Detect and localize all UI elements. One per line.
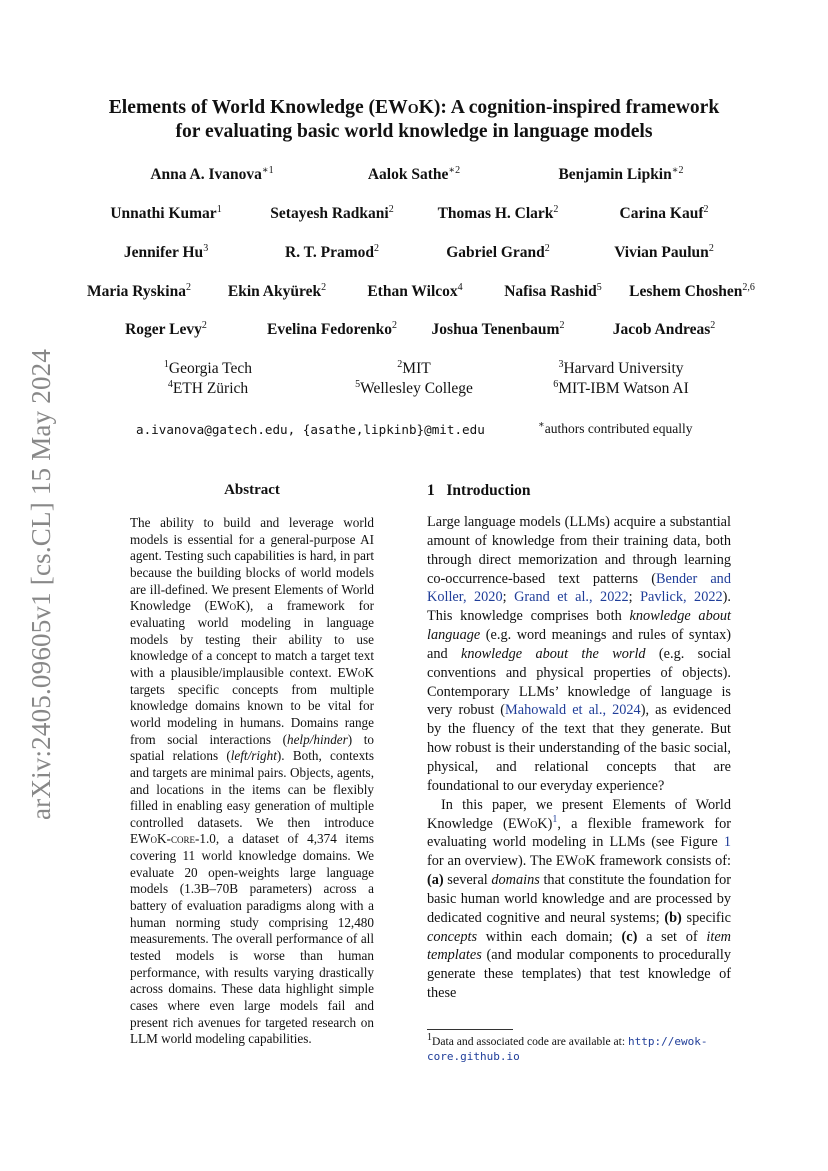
author: Roger Levy$^2$ bbox=[125, 319, 207, 338]
author: Leshem Choshen$^{2,6}$ bbox=[629, 281, 755, 300]
author: Nafisa Rashid$^5$ bbox=[504, 281, 602, 300]
affiliation: $^3$Harvard University bbox=[558, 358, 684, 377]
paper-title: Elements of World Knowledge (EWoK): A cognition-inspired framework for evaluating basic world knowledge in language models bbox=[108, 97, 720, 142]
affiliation: $^4$ETH Zürich bbox=[167, 378, 249, 397]
affiliation: $^1$Georgia Tech bbox=[163, 358, 253, 377]
abstract-body: The ability to build and leverage world models is essential for a general-purpose AI agent. Testing such capabilities is hard, in part because the building blocks of world models are ill-defined. We present Elements of World Knowledge (EWoK), a framework for evaluating world modeling in language models by testing their ability to use knowledge of a concept to match a target text with a plausible/implausible context. EWoK targets specific concepts from multiple knowledge domains known to be vital for world modeling in humans. Domains range from social interactions (help/hinder) to spatial relations (left/right). Both, contexts and targets are minimal pairs. Objects, agents, and locations in the items can be flexibly filled in enabling easy generation of multiple controlled datasets. We then introduce EWoK-core-1.0, a dataset of 4,374 items covering 11 world knowledge domains. We evaluate 20 open-weights large language models (1.3B–70B parameters) across a battery of evaluation paradigms along with a human norming study comprising 12,480 measurements. The overall performance of all tested models is worse than human performance, with results varying drastically across domains. These data highlight simple cases where even large models fail and present rich avenues for targeted research on LLM world modeling capabilities. bbox=[130, 515, 375, 1047]
footnote-url-link[interactable]: http://ewok-core.github.io bbox=[427, 1035, 708, 1063]
abstract-heading: Abstract bbox=[224, 482, 280, 498]
author: Unnathi Kumar$^1$ bbox=[110, 203, 222, 222]
affiliation: $^2$MIT bbox=[397, 358, 431, 377]
footnote: $^1$Data and associated code are available at: http://ewok-core.github.io bbox=[427, 1032, 708, 1063]
author: Ethan Wilcox$^4$ bbox=[367, 281, 463, 300]
paragraph: Large language models (LLMs) acquire a substantial amount of knowledge from their training data, both through direct memorization and through learning co-occurrence-based text patterns (Bender and Koller, 2020; Grand et al., 2022; Pavlick, 2022). This knowledge comprises both knowledge about language (e.g. word meanings and rules of syntax) and knowledge about the world (e.g. social conventions and physical properties of objects). Contemporary LLMs’ knowledge of language is very robust (Mahowald et al., 2024), as evidenced by the fluency of the text that they generate. But how robust is their understanding of the basic social, physical, and relational concepts that are foundational to our everyday experience? bbox=[427, 514, 732, 794]
author: Setayesh Radkani$^2$ bbox=[270, 203, 394, 222]
affiliation: $^6$MIT-IBM Watson AI bbox=[553, 378, 689, 397]
author: Anna A. Ivanova$^{∗1}$ bbox=[150, 164, 274, 183]
author-row-5 bbox=[0, 321, 828, 343]
author-row-3 bbox=[0, 244, 828, 266]
affiliation: $^5$Wellesley College bbox=[355, 378, 473, 397]
author: Ekin Akyürek$^2$ bbox=[227, 281, 327, 300]
author: R. T. Pramod$^2$ bbox=[285, 242, 379, 261]
citation-link[interactable]: Pavlick, 2022 bbox=[640, 589, 723, 606]
author-row-2 bbox=[0, 205, 828, 227]
equal-contribution-note: ∗authors contributed equally bbox=[538, 419, 693, 436]
contact-emails: a.ivanova@gatech.edu, {asathe,lipkinb}@mit.edu bbox=[136, 422, 485, 437]
author: Carina Kauf$^2$ bbox=[619, 203, 709, 222]
author: Joshua Tenenbaum$^2$ bbox=[431, 319, 565, 338]
author-row-1 bbox=[0, 166, 828, 188]
paragraph: In this paper, we present Elements of World Knowledge (EWoK)$^1$, a flexible framework for evaluating world modeling in LLMs (see Figure 1 for an overview). The EWoK framework consists of: (a) several domains that constitute the foundation for basic human world knowledge and are processed by dedicated cognitive and neural systems; (b) specific concepts within each domain; (c) a set of item templates (and modular components to procedurally generate these templates) that test knowledge of these bbox=[427, 796, 731, 1002]
footnote-divider bbox=[427, 1029, 513, 1030]
section-heading-introduction: 1 Introduction bbox=[427, 482, 531, 499]
author-row-4 bbox=[0, 283, 828, 305]
author: Jennifer Hu$^3$ bbox=[123, 242, 209, 261]
footnote-link[interactable]: 1 bbox=[552, 813, 558, 825]
citation-link[interactable]: Mahowald et al., 2024 bbox=[505, 702, 641, 719]
author: Gabriel Grand$^2$ bbox=[446, 242, 550, 261]
arxiv-stamp bbox=[26, 348, 60, 820]
author: Jacob Andreas$^2$ bbox=[612, 319, 716, 338]
author: Aalok Sathe$^{∗2}$ bbox=[367, 164, 461, 183]
figure-link[interactable]: 1 bbox=[723, 834, 731, 851]
author: Evelina Fedorenko$^2$ bbox=[266, 319, 398, 338]
author: Maria Ryskina$^2$ bbox=[87, 281, 191, 300]
citation-link[interactable]: Bender and Koller, 2020 bbox=[427, 570, 731, 606]
arxiv-stamp-text: arXiv:2405.09605v1 [cs.CL] 15 May 2024 bbox=[26, 348, 56, 820]
citation-link[interactable]: Grand et al., 2022 bbox=[514, 589, 629, 606]
author: Thomas H. Clark$^2$ bbox=[437, 203, 559, 222]
introduction-body bbox=[427, 513, 731, 1003]
author: Benjamin Lipkin$^{∗2}$ bbox=[558, 164, 684, 183]
author: Vivian Paulun$^2$ bbox=[614, 242, 714, 261]
